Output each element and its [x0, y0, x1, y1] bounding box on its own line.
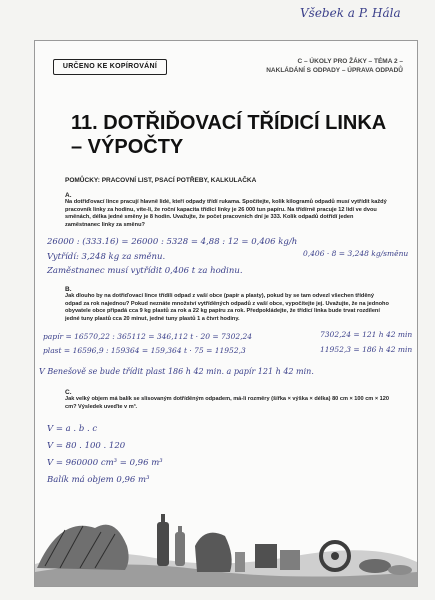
title-line-2: – VÝPOČTY [71, 136, 184, 158]
topic-header-line-2: NAKLÁDÁNÍ S ODPADY – ÚPRAVA ODPADŮ [266, 67, 403, 74]
answer-b-line-2: plast = 16596,9 : 159364 = 159,364 t · 75 = 11952,3 [43, 346, 246, 355]
answer-c-line-2: V = 80 . 100 . 120 [47, 441, 126, 451]
answer-a-line-1: 26000 : (333.16) = 26000 : 5328 = 4,88 : 12 = 0,406 kg/h [47, 237, 298, 247]
section-b-text: Jak dlouho by na dotřiďovací lince třídili odpad z vaší obce (papír a plasty), pokud by se tam odvezl všechen tříděný odpad za rok najednou? Pokud neznáte množství vytříděných odpadů z vaší obce, vypočítejte jej. Uvažujte, že na jednoho obyvatele obce připadá cca 9 kg plastů za rok a 22 kg papíru za rok. Předpokládejte, že třídicí linka bude trvat rozdílení jedné tuny plastů cca 20 minut, jedné tuny plastů 1 a čtvrt hodiny. [65, 293, 389, 322]
answer-a-line-1-right: 0,406 · 8 = 3,248 kg/směnu [303, 249, 409, 258]
answer-c-line-4: Balík má objem 0,96 m³ [47, 475, 150, 485]
section-b-label: B. [65, 286, 72, 293]
answer-c-line-3: V = 960000 cm³ = 0,96 m³ [47, 458, 163, 468]
section-a-label: A. [65, 192, 72, 199]
worksheet-title [71, 111, 386, 159]
answer-b-conclusion: V Benešově se bude třídit plast 186 h 42 min. a papír 121 h 42 min. [39, 367, 314, 376]
tools-line: POMŮCKY: PRACOVNÍ LIST, PSACÍ POTŘEBY, KALKULAČKA [65, 177, 257, 184]
topic-header [266, 57, 403, 75]
answer-a-line-2: Vytřídí: 3,248 kg za směnu. [47, 252, 166, 262]
answer-b-line-2-right: 11952,3 = 186 h 42 min [320, 345, 413, 354]
copy-badge: URČENO KE KOPÍROVÁNÍ [53, 59, 167, 75]
worksheet [34, 40, 418, 587]
topic-header-line-1: C – ÚKOLY PRO ŽÁKY – TÉMA 2 – [297, 58, 403, 65]
section-c-text: Jak velký objem má balík se slisovaným dotříděným odpadem, má-li rozměry (šířka × výška × délka) 80 cm × 100 cm × 120 cm? Výsledek uveďte v m³. [65, 396, 389, 410]
owner-names-handwritten: Všebek a P. Hála [300, 6, 401, 20]
answer-b-line-1: papír = 16570,22 : 365112 = 346,112 t · 20 = 7302,24 [43, 332, 253, 341]
title-line-1: 11. DOTŘIĎOVACÍ TŘÍDICÍ LINKA [71, 112, 387, 134]
section-c-label: C. [65, 389, 72, 396]
section-a-text: Na dotřiďovací lince pracují hlavně lidé, kteří odpady třídí rukama. Spočítejte, kolik kilogramů odpadů musí vytřídit každý pracovník linky za hodinu, víte-li, že roční kapacita třídicí linky je 26 000 tun papíru. Na třídírně pracuje 12 lidí ve dvou směnách, délka jedné směny je 8 hodin. Uvažujte, že počet pracovních dní je 333. Kolik odpadů dotřídí jeden zaměstnanec linky za směnu? [65, 199, 387, 228]
waste-illustration [35, 486, 417, 586]
answer-a-line-3: Zaměstnanec musí vytřídit 0,406 t za hodinu. [47, 266, 243, 276]
answer-b-line-1-right: 7302,24 = 121 h 42 min [320, 330, 413, 339]
answer-c-line-1: V = a . b . c [47, 424, 98, 434]
